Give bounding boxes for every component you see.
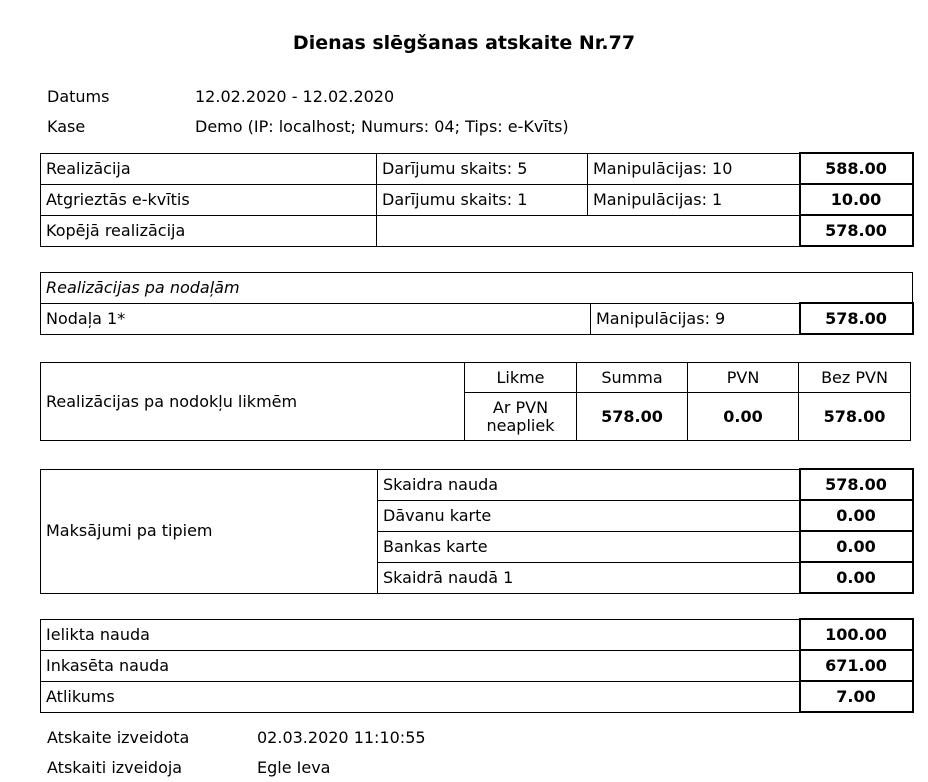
created-label: Atskaite izveidota bbox=[47, 728, 190, 747]
summary-amount: 588.00 bbox=[800, 153, 913, 184]
payment-type: Skaidrā naudā 1 bbox=[378, 562, 800, 593]
summary-count: Darījumu skaits: 5 bbox=[377, 153, 588, 184]
cash-label: Ielikta nauda bbox=[41, 619, 800, 650]
tax-header-vat: PVN bbox=[688, 363, 799, 393]
register-label: Kase bbox=[47, 117, 86, 136]
payment-type: Bankas karte bbox=[378, 531, 800, 562]
table-row bbox=[41, 215, 913, 246]
table-row bbox=[41, 681, 913, 712]
payment-amount: 578.00 bbox=[800, 469, 913, 500]
payment-amount: 0.00 bbox=[800, 531, 913, 562]
tax-table bbox=[40, 362, 911, 441]
date-value: 12.02.2020 - 12.02.2020 bbox=[195, 87, 395, 106]
department-amount: 578.00 bbox=[800, 303, 913, 334]
cash-amount: 671.00 bbox=[800, 650, 913, 681]
tax-no-vat: 578.00 bbox=[799, 393, 911, 441]
table-row bbox=[41, 650, 913, 681]
payment-type: Skaidra nauda bbox=[378, 469, 800, 500]
table-row bbox=[41, 363, 911, 393]
tax-vat: 0.00 bbox=[688, 393, 799, 441]
report-title: Dienas slēgšanas atskaite Nr.77 bbox=[292, 32, 636, 54]
summary-manip: Manipulācijas: 10 bbox=[588, 153, 800, 184]
table-row bbox=[41, 184, 913, 215]
payments-label: Maksājumi pa tipiem bbox=[41, 469, 378, 593]
summary-label: Atgrieztās e-kvītis bbox=[41, 184, 377, 215]
tax-header-no-vat: Bez PVN bbox=[799, 363, 911, 393]
summary-manip: Manipulācijas: 1 bbox=[588, 184, 800, 215]
payment-amount: 0.00 bbox=[800, 500, 913, 531]
payments-table bbox=[40, 468, 914, 594]
table-row bbox=[41, 303, 913, 334]
summary-amount: 10.00 bbox=[800, 184, 913, 215]
tax-rate-line2: neapliek bbox=[486, 415, 555, 435]
creator-label: Atskaiti izveidoja bbox=[47, 758, 183, 777]
department-label: Nodaļa 1* bbox=[41, 303, 591, 334]
tax-rate bbox=[465, 393, 577, 441]
creator-value: Egle Ieva bbox=[257, 758, 331, 777]
total-amount: 578.00 bbox=[800, 215, 913, 246]
department-manip: Manipulācijas: 9 bbox=[591, 303, 800, 334]
table-row bbox=[41, 273, 913, 304]
payment-amount: 0.00 bbox=[800, 562, 913, 593]
table-row bbox=[41, 619, 913, 650]
cash-label: Inkasēta nauda bbox=[41, 650, 800, 681]
table-row bbox=[41, 469, 913, 500]
total-label: Kopējā realizācija bbox=[41, 215, 377, 246]
date-label: Datums bbox=[47, 87, 110, 106]
tax-label: Realizācijas pa nodokļu likmēm bbox=[41, 363, 465, 441]
total-empty bbox=[377, 215, 800, 246]
summary-label: Realizācija bbox=[41, 153, 377, 184]
created-value: 02.03.2020 11:10:55 bbox=[257, 728, 426, 747]
summary-table bbox=[40, 152, 914, 247]
register-value: Demo (IP: localhost; Numurs: 04; Tips: e-Kvīts) bbox=[195, 117, 569, 136]
cash-amount: 100.00 bbox=[800, 619, 913, 650]
cash-label: Atlikums bbox=[41, 681, 800, 712]
summary-count: Darījumu skaits: 1 bbox=[377, 184, 588, 215]
cash-table bbox=[40, 618, 914, 713]
table-row bbox=[41, 153, 913, 184]
departments-table bbox=[40, 272, 914, 335]
tax-header-sum: Summa bbox=[577, 363, 688, 393]
departments-header: Realizācijas pa nodaļām bbox=[41, 273, 913, 304]
tax-sum: 578.00 bbox=[577, 393, 688, 441]
payment-type: Dāvanu karte bbox=[378, 500, 800, 531]
tax-rate-line1: Ar PVN bbox=[492, 397, 549, 417]
cash-amount: 7.00 bbox=[800, 681, 913, 712]
tax-header-rate: Likme bbox=[465, 363, 577, 393]
